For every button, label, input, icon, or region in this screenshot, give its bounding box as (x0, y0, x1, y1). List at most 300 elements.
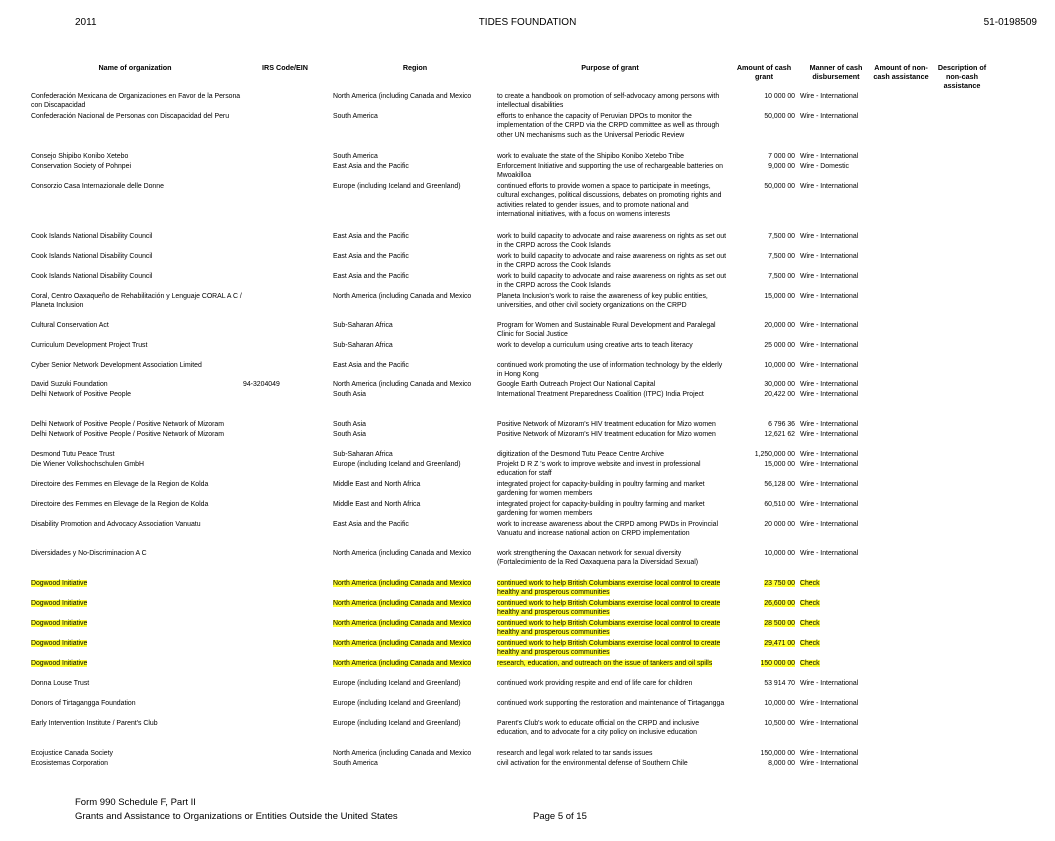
org-name-cell-text: Delhi Network of Positive People / Positive Network of Mizoram (31, 431, 225, 438)
amount-cell (728, 420, 795, 429)
column-header-manner: Manner of cash disbursement (809, 63, 863, 81)
org-name-cell (31, 420, 243, 429)
purpose-cell-text: Positive Network of Mizoram's HIV treatment education for Mizo women (497, 431, 716, 438)
region-cell (333, 292, 493, 301)
purpose-cell (497, 341, 727, 350)
manner-cell (800, 460, 870, 469)
region-cell (333, 430, 493, 439)
manner-cell-text: Wire - International (800, 293, 859, 300)
manner-cell (800, 549, 870, 558)
amount-cell (728, 520, 795, 529)
manner-cell-text: Wire - International (800, 481, 859, 488)
purpose-cell (497, 182, 727, 219)
manner-cell (800, 579, 870, 588)
region-cell-text: Europe (including Iceland and Greenland) (333, 461, 461, 468)
manner-cell (800, 361, 870, 370)
purpose-cell (497, 112, 727, 140)
purpose-cell (497, 659, 727, 668)
manner-cell-text: Wire - International (800, 342, 859, 349)
region-cell-text: East Asia and the Pacific (333, 233, 409, 240)
amount-cell-text: 60,510 00 (764, 501, 795, 508)
region-cell-text: South America (333, 153, 378, 160)
region-cell (333, 549, 493, 558)
amount-cell-text: 1,250,000 00 (754, 451, 795, 458)
amount-cell-text: 25 000 00 (764, 342, 795, 349)
region-cell (333, 152, 493, 161)
purpose-cell-text: Parent's Club's work to educate official on the CRPD and inclusive education, and to advocate for a city policy on inclusive education (497, 720, 700, 737)
manner-cell (800, 380, 870, 389)
amount-cell (728, 380, 795, 389)
amount-cell-text: 7,500 00 (768, 253, 795, 260)
amount-cell (728, 450, 795, 459)
org-name-cell-text: Coral, Centro Oaxaqueño de Rehabilitación y Lenguaje CORAL A C / Planeta Inclusion (31, 293, 242, 310)
region-cell-text: Sub-Saharan Africa (333, 342, 393, 349)
org-name-cell (31, 599, 243, 608)
purpose-cell-text: work to build capacity to advocate and raise awareness on rights as set out in the CRPD across the Cook Islands (497, 273, 727, 290)
region-cell (333, 480, 493, 489)
org-name-cell-text: Donna Louse Trust (31, 680, 90, 687)
org-name-cell-text: Disability Promotion and Advocacy Association Vanuatu (31, 521, 201, 528)
purpose-cell-text: Enforcement Initiative and supporting the use of rechargeable batteries on Mwoakilloa (497, 163, 724, 180)
org-name-cell (31, 152, 243, 161)
region-cell-text: North America (including Canada and Mexico (333, 640, 472, 647)
org-name-cell-text: Delhi Network of Positive People (31, 391, 131, 398)
region-cell (333, 361, 493, 370)
page-ein: 51-0198509 (983, 17, 1037, 28)
manner-cell (800, 390, 870, 399)
purpose-cell (497, 252, 727, 271)
purpose-cell-text: digitization of the Desmond Tutu Peace Centre Archive (497, 451, 664, 458)
org-name-cell-text: Confederación Nacional de Personas con Discapacidad del Peru (31, 113, 230, 120)
org-name-cell (31, 639, 243, 648)
amount-cell-text: 30,000 00 (764, 381, 795, 388)
amount-cell (728, 579, 795, 588)
manner-cell-text: Wire - International (800, 431, 859, 438)
manner-cell-text: Wire - International (800, 760, 859, 767)
purpose-cell-text: Positive Network of Mizoram's HIV treatment education for Mizo women (497, 421, 716, 428)
org-name-cell-text: Consorzio Casa Internazionale delle Donne (31, 183, 164, 190)
purpose-cell-text: Program for Women and Sustainable Rural Development and Paralegal Clinic for Social Justice (497, 322, 716, 339)
region-cell (333, 599, 493, 608)
column-header-irs: IRS Code/EIN (262, 63, 308, 72)
purpose-cell (497, 549, 727, 568)
region-cell (333, 252, 493, 261)
amount-cell-text: 10,500 00 (764, 720, 795, 727)
region-cell-text: South Asia (333, 421, 366, 428)
org-name-cell-text: David Suzuki Foundation (31, 381, 108, 388)
manner-cell (800, 699, 870, 708)
org-name-cell (31, 341, 243, 350)
amount-cell (728, 430, 795, 439)
manner-cell (800, 232, 870, 241)
amount-cell-text: 12,621 62 (764, 431, 795, 438)
purpose-cell (497, 599, 727, 618)
region-cell-text: North America (including Canada and Mexico (333, 620, 472, 627)
purpose-cell-text: continued work to help British Columbians exercise local control to create healthy and prosperous communities (497, 580, 721, 597)
purpose-cell-text: Planeta Inclusion's work to raise the awareness of key public entities, universities, and other civil society organizations on the CRPD (497, 293, 708, 310)
manner-cell-text: Wire - International (800, 750, 859, 757)
amount-cell (728, 659, 795, 668)
purpose-cell-text: research and legal work related to tar sands issues (497, 750, 653, 757)
region-cell-text: East Asia and the Pacific (333, 521, 409, 528)
column-header-name: Name of organization (98, 63, 172, 72)
org-name-cell-text: Conservation Society of Pohnpei (31, 163, 131, 170)
org-name-cell (31, 520, 243, 529)
manner-cell-text: Wire - International (800, 381, 859, 388)
manner-cell-text: Wire - International (800, 113, 859, 120)
region-cell (333, 112, 493, 121)
org-name-cell-text: Dogwood Initiative (31, 580, 88, 587)
org-name-cell-text: Cook Islands National Disability Council (31, 273, 153, 280)
purpose-cell-text: continued work to help British Columbians exercise local control to create healthy and prosperous communities (497, 640, 721, 657)
purpose-cell (497, 162, 727, 181)
purpose-cell (497, 152, 727, 161)
org-name-cell-text: Directoire des Femmes en Elevage de la Region de Kolda (31, 481, 209, 488)
region-cell-text: East Asia and the Pacific (333, 273, 409, 280)
amount-cell-text: 10 000 00 (764, 93, 795, 100)
org-name-cell (31, 232, 243, 241)
purpose-cell (497, 719, 727, 738)
purpose-cell (497, 639, 727, 658)
region-cell (333, 460, 493, 469)
manner-cell (800, 182, 870, 191)
amount-cell-text: 10,000 00 (764, 700, 795, 707)
region-cell (333, 659, 493, 668)
amount-cell (728, 152, 795, 161)
amount-cell (728, 699, 795, 708)
amount-cell (728, 321, 795, 330)
amount-cell-text: 7,500 00 (768, 233, 795, 240)
region-cell (333, 450, 493, 459)
ein-cell-text: 94-3204049 (243, 381, 280, 388)
region-cell (333, 699, 493, 708)
amount-cell-text: 23 750 00 (764, 580, 795, 587)
region-cell (333, 500, 493, 509)
amount-cell-text: 150,000 00 (760, 750, 795, 757)
org-name-cell-text: Ecojustice Canada Society (31, 750, 113, 757)
org-name-cell (31, 460, 243, 469)
purpose-cell (497, 380, 727, 389)
purpose-cell (497, 272, 727, 291)
amount-cell (728, 162, 795, 171)
region-cell (333, 390, 493, 399)
manner-cell (800, 719, 870, 728)
org-name-cell (31, 480, 243, 489)
purpose-cell (497, 292, 727, 311)
org-name-cell (31, 182, 243, 191)
org-name-cell (31, 659, 243, 668)
amount-cell (728, 719, 795, 728)
org-name-cell (31, 549, 243, 558)
amount-cell (728, 480, 795, 489)
org-name-cell (31, 430, 243, 439)
org-name-cell (31, 390, 243, 399)
region-cell (333, 749, 493, 758)
region-cell-text: North America (including Canada and Mexico (333, 580, 472, 587)
amount-cell-text: 29,471 00 (764, 640, 795, 647)
region-cell (333, 579, 493, 588)
region-cell-text: North America (including Canada and Mexico (333, 550, 472, 557)
org-name-cell-text: Delhi Network of Positive People / Positive Network of Mizoram (31, 421, 225, 428)
amount-cell (728, 361, 795, 370)
manner-cell-text: Wire - International (800, 233, 859, 240)
org-name-cell (31, 759, 243, 768)
purpose-cell (497, 699, 727, 708)
purpose-cell (497, 390, 727, 399)
org-name-cell (31, 361, 243, 370)
footer-form: Form 990 Schedule F, Part II (75, 797, 196, 808)
purpose-cell-text: continued work to help British Columbians exercise local control to create healthy and prosperous communities (497, 620, 721, 637)
region-cell-text: Middle East and North Africa (333, 481, 421, 488)
region-cell-text: South America (333, 113, 378, 120)
manner-cell (800, 659, 870, 668)
purpose-cell-text: continued work promoting the use of information technology by the elderly in Hong Kong (497, 362, 723, 379)
purpose-cell-text: work to build capacity to advocate and raise awareness on rights as set out in the CRPD across the Cook Islands (497, 233, 727, 250)
purpose-cell (497, 500, 727, 519)
manner-cell-text: Wire - International (800, 273, 859, 280)
org-name-cell-text: Donors of Tirtagangga Foundation (31, 700, 136, 707)
region-cell-text: North America (including Canada and Mexico (333, 93, 472, 100)
region-cell-text: Europe (including Iceland and Greenland) (333, 680, 461, 687)
org-name-cell-text: Dogwood Initiative (31, 620, 88, 627)
manner-cell-text: Wire - International (800, 153, 859, 160)
manner-cell-text: Check (800, 580, 820, 587)
region-cell-text: Europe (including Iceland and Greenland) (333, 720, 461, 727)
org-name-cell-text: Dogwood Initiative (31, 640, 88, 647)
purpose-cell (497, 361, 727, 380)
region-cell-text: Europe (including Iceland and Greenland) (333, 183, 461, 190)
org-name-cell-text: Die Wiener Volkshochschulen GmbH (31, 461, 144, 468)
amount-cell-text: 50,000 00 (764, 113, 795, 120)
amount-cell (728, 599, 795, 608)
region-cell-text: North America (including Canada and Mexico (333, 600, 472, 607)
purpose-cell (497, 759, 727, 768)
purpose-cell-text: integrated project for capacity-building in poultry farming and market gardening for women members (497, 481, 705, 498)
region-cell (333, 232, 493, 241)
manner-cell (800, 759, 870, 768)
manner-cell-text: Wire - International (800, 421, 859, 428)
amount-cell (728, 232, 795, 241)
org-name-cell-text: Directoire des Femmes en Elevage de la Region de Kolda (31, 501, 209, 508)
org-name-cell (31, 292, 243, 311)
column-header-amount: Amount of cash grant (736, 63, 792, 81)
manner-cell-text: Wire - International (800, 391, 859, 398)
purpose-cell-text: continued work to help British Columbians exercise local control to create healthy and prosperous communities (497, 600, 721, 617)
org-name-cell (31, 112, 243, 121)
region-cell (333, 380, 493, 389)
purpose-cell-text: civil activation for the environmental defense of Southern Chile (497, 760, 688, 767)
purpose-cell (497, 579, 727, 598)
region-cell (333, 162, 493, 171)
org-name-cell (31, 92, 243, 111)
amount-cell-text: 7,500 00 (768, 273, 795, 280)
region-cell (333, 341, 493, 350)
manner-cell-text: Wire - International (800, 680, 859, 687)
column-header-purpose: Purpose of grant (581, 63, 639, 72)
manner-cell (800, 420, 870, 429)
manner-cell (800, 500, 870, 509)
purpose-cell-text: research, education, and outreach on the issue of tankers and oil spills (497, 660, 713, 667)
amount-cell-text: 56,128 00 (764, 481, 795, 488)
manner-cell-text: Check (800, 660, 820, 667)
org-name-cell-text: Desmond Tutu Peace Trust (31, 451, 115, 458)
manner-cell (800, 599, 870, 608)
region-cell-text: North America (including Canada and Mexico (333, 750, 472, 757)
amount-cell-text: 20,422 00 (764, 391, 795, 398)
purpose-cell-text: work strengthening the Oaxacan network for sexual diversity (Fortalecimiento de la Red Oaxaquena para la Diversidad Sexual) (497, 550, 699, 567)
manner-cell-text: Wire - International (800, 253, 859, 260)
amount-cell (728, 292, 795, 301)
org-name-cell (31, 679, 243, 688)
purpose-cell (497, 749, 727, 758)
manner-cell-text: Check (800, 600, 820, 607)
region-cell (333, 619, 493, 628)
amount-cell (728, 252, 795, 261)
region-cell-text: East Asia and the Pacific (333, 253, 409, 260)
amount-cell-text: 15,000 00 (764, 293, 795, 300)
region-cell-text: North America (including Canada and Mexico (333, 381, 472, 388)
manner-cell-text: Wire - International (800, 700, 859, 707)
manner-cell (800, 619, 870, 628)
amount-cell-text: 50,000 00 (764, 183, 795, 190)
amount-cell (728, 272, 795, 281)
region-cell (333, 759, 493, 768)
region-cell (333, 272, 493, 281)
amount-cell-text: 28 500 00 (764, 620, 795, 627)
purpose-cell-text: work to build capacity to advocate and raise awareness on rights as set out in the CRPD across the Cook Islands (497, 253, 727, 270)
org-name-cell (31, 450, 243, 459)
purpose-cell-text: International Treatment Preparedness Coalition (ITPC) India Project (497, 391, 704, 398)
amount-cell (728, 112, 795, 121)
column-header-noncash-amount: Amount of non-cash assistance (873, 63, 929, 81)
manner-cell (800, 321, 870, 330)
purpose-cell-text: efforts to enhance the capacity of Peruvian DPOs to monitor the implementation of the CRPD via the CRPD committee as well as through other UN mechanisms such as the Universal Periodic Review (497, 113, 720, 139)
org-name-cell-text: Dogwood Initiative (31, 660, 88, 667)
manner-cell-text: Wire - International (800, 183, 859, 190)
purpose-cell (497, 232, 727, 251)
purpose-cell (497, 520, 727, 539)
amount-cell (728, 460, 795, 469)
org-name-cell-text: Confederación Mexicana de Organizaciones en Favor de la Persona con Discapacidad (31, 93, 241, 110)
org-name-cell-text: Cook Islands National Disability Council (31, 233, 153, 240)
amount-cell-text: 20,000 00 (764, 322, 795, 329)
purpose-cell (497, 460, 727, 479)
amount-cell (728, 679, 795, 688)
column-header-region: Region (402, 63, 428, 72)
org-name-cell (31, 749, 243, 758)
org-name-cell (31, 719, 243, 728)
region-cell (333, 679, 493, 688)
org-name-cell (31, 579, 243, 588)
amount-cell (728, 759, 795, 768)
amount-cell (728, 500, 795, 509)
purpose-cell-text: continued efforts to provide women a space to participate in meetings, cultural exchanges, political discussions, debates on promoting rights and activities related to gender issues, and to promote national and international initiatives, with a focus on womens interests (497, 183, 722, 218)
manner-cell (800, 679, 870, 688)
ein-cell (243, 380, 313, 389)
purpose-cell-text: work to increase awareness about the CRPD among PWDs in Provincial Vanuatu and increase national action on CRPD implementation (497, 521, 718, 538)
manner-cell-text: Wire - International (800, 93, 859, 100)
amount-cell (728, 749, 795, 758)
page-organization: TIDES FOUNDATION (478, 17, 577, 28)
manner-cell (800, 450, 870, 459)
manner-cell-text: Wire - International (800, 362, 859, 369)
manner-cell-text: Wire - International (800, 322, 859, 329)
org-name-cell (31, 321, 243, 330)
org-name-cell-text: Consejo Shipibo Konibo Xetebo (31, 153, 129, 160)
footer-page-number: Page 5 of 15 (533, 811, 587, 822)
region-cell (333, 321, 493, 330)
purpose-cell (497, 92, 727, 111)
purpose-cell (497, 420, 727, 429)
amount-cell (728, 182, 795, 191)
manner-cell-text: Wire - International (800, 461, 859, 468)
manner-cell (800, 112, 870, 121)
amount-cell-text: 26,600 00 (764, 600, 795, 607)
manner-cell (800, 292, 870, 301)
amount-cell-text: 10,000 00 (764, 362, 795, 369)
purpose-cell (497, 450, 727, 459)
manner-cell-text: Check (800, 620, 820, 627)
org-name-cell (31, 162, 243, 171)
purpose-cell-text: to create a handbook on promotion of self-advocacy among persons with intellectual disabilities (497, 93, 720, 110)
region-cell-text: South Asia (333, 391, 366, 398)
region-cell (333, 639, 493, 648)
org-name-cell (31, 252, 243, 261)
amount-cell (728, 92, 795, 101)
manner-cell (800, 749, 870, 758)
column-header-noncash-description: Description of non-cash assistance (937, 63, 987, 90)
manner-cell (800, 520, 870, 529)
region-cell-text: Sub-Saharan Africa (333, 322, 393, 329)
amount-cell-text: 7 000 00 (768, 153, 795, 160)
region-cell-text: North America (including Canada and Mexico (333, 660, 472, 667)
region-cell-text: East Asia and the Pacific (333, 362, 409, 369)
purpose-cell-text: work to evaluate the state of the Shipibo Konibo Xetebo Tribe (497, 153, 684, 160)
amount-cell (728, 549, 795, 558)
org-name-cell-text: Dogwood Initiative (31, 600, 88, 607)
amount-cell (728, 341, 795, 350)
org-name-cell (31, 272, 243, 281)
manner-cell-text: Wire - International (800, 720, 859, 727)
purpose-cell (497, 619, 727, 638)
manner-cell-text: Wire - International (800, 451, 859, 458)
manner-cell (800, 341, 870, 350)
region-cell (333, 520, 493, 529)
region-cell-text: Sub-Saharan Africa (333, 451, 393, 458)
org-name-cell-text: Early Intervention Institute / Parent's Club (31, 720, 158, 727)
footer-subtitle: Grants and Assistance to Organizations or Entities Outside the United States (75, 811, 398, 822)
region-cell-text: South America (333, 760, 378, 767)
manner-cell (800, 162, 870, 171)
manner-cell (800, 430, 870, 439)
amount-cell (728, 390, 795, 399)
org-name-cell-text: Cook Islands National Disability Council (31, 253, 153, 260)
region-cell (333, 420, 493, 429)
amount-cell-text: 10,000 00 (764, 550, 795, 557)
amount-cell-text: 9,000 00 (768, 163, 795, 170)
manner-cell-text: Wire - Domestic (800, 163, 850, 170)
amount-cell-text: 8,000 00 (768, 760, 795, 767)
purpose-cell-text: Projekt D R Z 's work to improve website and invest in professional education for staff (497, 461, 701, 478)
region-cell-text: Europe (including Iceland and Greenland) (333, 700, 461, 707)
amount-cell-text: 150 000 00 (760, 660, 795, 667)
region-cell-text: East Asia and the Pacific (333, 163, 409, 170)
manner-cell-text: Check (800, 640, 820, 647)
purpose-cell-text: integrated project for capacity-building in poultry farming and market gardening for women members (497, 501, 705, 518)
org-name-cell-text: Cultural Conservation Act (31, 322, 109, 329)
amount-cell-text: 6 796 36 (768, 421, 795, 428)
org-name-cell (31, 699, 243, 708)
